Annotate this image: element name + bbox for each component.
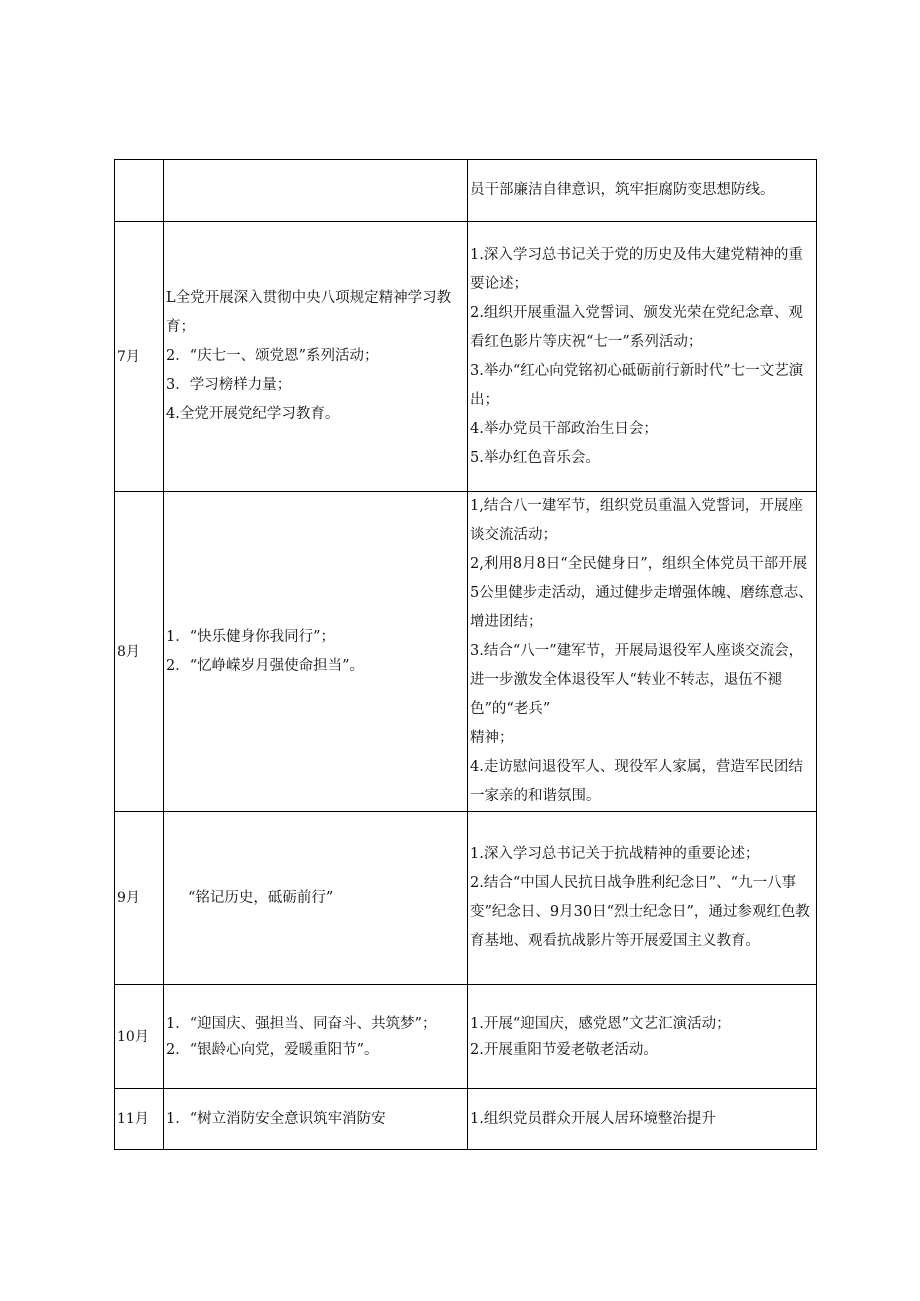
detail-item: 1.深入学习总书记关于党的历史及伟大建党精神的重要论述； [470, 246, 803, 292]
detail-item: 1.开展“迎国庆，感党恩”文艺汇演活动； [470, 1015, 731, 1032]
month-cell: 7月 [115, 222, 164, 492]
detail-item: 4.走访慰问退役军人、现役军人家属，营造军民团结一家亲的和谐氛围。 [470, 759, 803, 804]
detail-item: 2.组织开展重温入党誓词、颁发光荣在党纪念章、观看红色影片等庆祝“七一”系列活动； [470, 304, 803, 350]
activities-cell [164, 160, 468, 222]
table-row [115, 1089, 817, 1150]
activity-item: “铭记历史，砥砺前行” [188, 889, 334, 906]
detail-item: 精神； [470, 730, 514, 746]
detail-item: 2,利用8月8日“全民健身日”，组织全体党员干部开展5公里健步走活动，通过健步走增强体魄、磨练意志、增进团结； [470, 556, 813, 630]
detail-item: 1.组织党员群众开展人居环境整治提升 [470, 1110, 716, 1127]
activity-item: 2．“忆峥嵘岁月强使命担当”。 [166, 657, 365, 674]
detail-item: 1.深入学习总书记关于抗战精神的重要论述； [470, 846, 760, 862]
month-cell: 11月 [115, 1089, 164, 1150]
month-cell: 9月 [115, 812, 164, 985]
details-cell [468, 222, 817, 492]
activity-item: 2．“庆七一、颂党恩”系列活动； [166, 348, 379, 364]
activities-cell [164, 492, 468, 812]
details-cell [468, 160, 817, 222]
activity-item: 2．“银龄心向党，爱暖重阳节”。 [166, 1041, 379, 1058]
table-row [115, 812, 817, 985]
detail-item: 2.开展重阳节爱老敬老活动。 [470, 1041, 658, 1058]
table-row [115, 985, 817, 1089]
detail-item: 2.结合“中国人民抗日战争胜利纪念日”、“九一八事变”纪念日、9月30日“烈士纪念日”，通过参观红色教育基地、观看抗战影片等开展爱国主义教育。 [470, 875, 810, 949]
activity-item: 1．“迎国庆、强担当、同奋斗、共筑梦”； [166, 1015, 437, 1032]
activity-item: 4.全党开展党纪学习教育。 [166, 406, 340, 422]
activities-cell [164, 1089, 468, 1150]
activity-item: 1．“快乐健身你我同行”； [166, 628, 336, 645]
activities-cell [164, 812, 468, 985]
detail-item: 1,结合八一建军节，组织党员重温入党誓词，开展座谈交流活动； [470, 498, 803, 543]
detail-item: 5.举办红色音乐会。 [470, 449, 600, 466]
activities-cell [164, 222, 468, 492]
details-cell [468, 1089, 817, 1150]
activity-item: L全党开展深入贯彻中央八项规定精神学习教育； [166, 290, 452, 335]
details-cell [468, 985, 817, 1089]
activity-item: 1．“树立消防安全意识筑牢消防安 [166, 1110, 386, 1127]
detail-item: 员干部廉洁自律意识，筑牢拒腐防变思想防线。 [470, 182, 775, 198]
activity-plan-table [114, 159, 817, 1150]
month-cell [115, 160, 164, 222]
table-row [115, 222, 817, 492]
details-cell [468, 812, 817, 985]
detail-item: 4.举办党员干部政治生日会； [470, 420, 658, 437]
month-cell: 8月 [115, 492, 164, 812]
detail-item: 3.举办“红心向党铭初心砥砺前行新时代”七一文艺演出； [470, 362, 804, 408]
table-row [115, 492, 817, 812]
activity-item: 3．学习榜样力量； [166, 377, 292, 393]
table-row [115, 160, 817, 222]
month-cell: 10月 [115, 985, 164, 1089]
activities-cell [164, 985, 468, 1089]
details-cell [468, 492, 817, 812]
detail-item: 3.结合“八一”建军节，开展局退役军人座谈交流会，进一步激发全体退役军人“转业不转志，退伍不褪色”的“老兵” [470, 643, 804, 717]
